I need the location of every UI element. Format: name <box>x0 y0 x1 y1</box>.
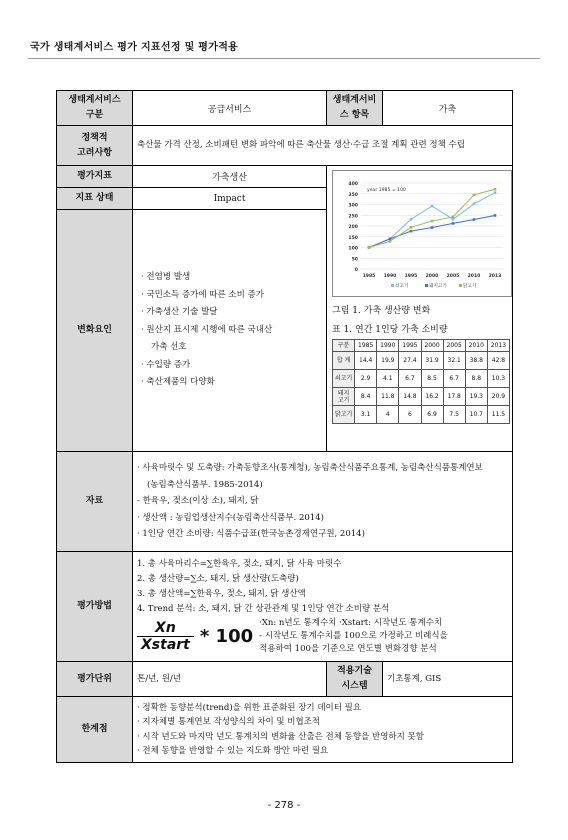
line-chart-svg <box>333 171 511 296</box>
factor-item: · 가축생산 기술 발달 <box>141 307 218 318</box>
method-content <box>133 552 513 662</box>
indicator-sheet-table <box>56 90 513 763</box>
table-header-cell: 2013 <box>487 340 509 352</box>
x-tick-label: 1985 <box>362 274 376 279</box>
table-header-cell: 2010 <box>465 340 487 352</box>
table-cell: 11.5 <box>487 406 509 424</box>
header-rule <box>28 58 540 59</box>
formula-note: - 시작년도 통계수치를 100으로 가정하고 비례식을 <box>259 631 448 641</box>
table-cell: 11.8 <box>377 388 399 406</box>
data-source-line: · 1인당 연간 소비량: 식품수급표(한국농촌경제연구원, 2014) <box>137 529 365 540</box>
limit-line: · 시작 년도와 마지막 년도 통계치의 변화율 산출은 전체 동향을 반영하지 못함 <box>137 731 424 742</box>
data-point <box>452 222 455 225</box>
table-cell: 31.9 <box>421 352 443 370</box>
formula-note: 적용하여 100을 기준으로 연도별 변화경향 분석 <box>259 644 437 654</box>
table-row <box>333 406 510 424</box>
table-cell: 8.4 <box>355 388 377 406</box>
data-source-label: 자료 <box>57 452 133 552</box>
legend-label: 닭고기 <box>463 284 477 289</box>
y-tick-label: 400 <box>348 182 358 187</box>
indicator-value: 가축생산 <box>133 166 327 188</box>
table-header-cell: 1995 <box>399 340 421 352</box>
status-value: Impact <box>133 188 327 210</box>
y-tick-label: 100 <box>348 246 358 252</box>
table-row-label: 합 계 <box>333 352 355 370</box>
table-caption: 표 1. 연간 1인당 가축 소비량 <box>332 325 448 335</box>
formula-note: ·Xn: n년도 통계수치 ·Xstart: 시작년도 통계수치 <box>259 618 443 628</box>
figure-cell <box>327 166 513 452</box>
formula-notes <box>259 617 448 656</box>
table-row-label: 닭고기 <box>333 406 355 424</box>
table-cell: 6.7 <box>399 370 421 388</box>
unit-value: 톤/년, 원/년 <box>133 662 327 697</box>
trend-formula <box>137 617 508 656</box>
x-tick-label: 2013 <box>488 274 502 279</box>
policy-label: 정책적 고려사항 <box>57 126 133 166</box>
service-category-label: 생태계서비스 구분 <box>57 91 133 126</box>
data-point <box>452 216 455 219</box>
factors-label: 변화요인 <box>57 210 133 452</box>
data-point <box>431 226 434 229</box>
formula-numerator: Xn <box>155 620 176 636</box>
page-number: - 278 - <box>267 800 301 811</box>
table-cell: 16.2 <box>421 388 443 406</box>
method-line: 2. 총 생산량=∑소, 돼지, 닭 생산량(도축량) <box>137 574 299 584</box>
y-tick-label: 50 <box>351 257 358 263</box>
table-cell: 17.8 <box>443 388 465 406</box>
series-line <box>369 189 495 247</box>
data-point <box>389 238 392 241</box>
limits-list <box>133 697 513 763</box>
data-source-line: - 한육우, 젖소(이상 소), 돼지, 닭 <box>137 496 259 507</box>
table-cell: 14.8 <box>399 388 421 406</box>
consumption-table <box>332 339 510 424</box>
data-point <box>452 218 455 221</box>
legend-label: 쇠고기 <box>395 284 409 289</box>
table-cell: 10.3 <box>487 370 509 388</box>
data-source-line: (농림축산식품부. 1985-2014) <box>147 479 263 490</box>
table-cell: 10.7 <box>465 406 487 424</box>
table-row <box>333 388 510 406</box>
table-row-label: 돼지 고기 <box>333 388 355 406</box>
data-point <box>410 218 413 221</box>
service-item-value: 가축 <box>383 91 513 126</box>
data-point <box>410 226 413 229</box>
tech-value: 기초통계, GIS <box>383 662 513 697</box>
tech-label: 적용기술 시스템 <box>327 662 383 697</box>
table-header-cell: 구분 <box>333 340 355 352</box>
running-header: 국가 생태계서비스 평가 지표선정 및 평가적용 <box>30 42 239 53</box>
table-cell: 3.1 <box>355 406 377 424</box>
data-source-line: · 사육마릿수 및 도축량: 가축동향조사(통계청), 농림축산식품주요통계, 농림축산식품통계연보 <box>137 463 483 474</box>
factor-item: · 축산제품의 다양화 <box>141 377 215 388</box>
y-tick-label: 200 <box>348 225 358 230</box>
method-label: 평가방법 <box>57 552 133 662</box>
data-source-line: · 생산액 : 농림업생산지수(농림축산식품부. 2014) <box>137 512 324 523</box>
data-point <box>431 205 434 208</box>
x-tick-label: 2000 <box>425 274 439 279</box>
y-tick-label: 250 <box>348 214 358 220</box>
service-item-label: 생태계서비 스 항목 <box>327 91 383 126</box>
line-chart <box>332 170 512 297</box>
data-point <box>494 191 497 194</box>
table-cell: 8.5 <box>421 370 443 388</box>
factor-item: · 원산지 표시제 시행에 따른 국내산 <box>141 324 273 335</box>
table-cell: 14.4 <box>355 352 377 370</box>
data-point <box>389 240 392 243</box>
table-header-cell: 1985 <box>355 340 377 352</box>
y-tick-label: 300 <box>348 203 358 209</box>
formula-fraction <box>137 620 194 653</box>
table-cell: 2.9 <box>355 370 377 388</box>
data-point <box>410 230 413 233</box>
data-point <box>494 214 497 217</box>
policy-value: 축산물 가격 산정, 소비패턴 변화 파악에 따른 축산물 생산·수급 조절 계획 관련 정책 수립 <box>133 126 513 166</box>
y-tick-label: 150 <box>348 235 358 241</box>
x-tick-label: 2005 <box>446 274 460 279</box>
data-source-list <box>133 452 513 552</box>
consumption-table-header <box>333 340 510 352</box>
limit-line: · 지자체별 통계연보 작성양식의 차이 및 비협조적 <box>137 717 321 727</box>
method-line: 4. Trend 분석: 소, 돼지, 닭 간 상관관계 및 1인당 연간 소비량 분석 <box>137 604 390 614</box>
legend-swatch <box>425 284 428 287</box>
limit-line: · 전체 동향을 반영할 수 있는 지도화 방안 마련 필요 <box>137 746 329 756</box>
factors-list <box>133 210 327 452</box>
table-cell: 38.8 <box>465 352 487 370</box>
chart-title: year 1985 = 100 <box>367 188 406 193</box>
table-cell: 6.9 <box>421 406 443 424</box>
table-cell: 6.7 <box>443 370 465 388</box>
table-cell: 27.4 <box>399 352 421 370</box>
y-tick-label: 350 <box>348 192 358 198</box>
factor-item: · 수입량 증가 <box>141 359 191 370</box>
table-row-label: 쇠고기 <box>333 370 355 388</box>
limit-line: · 정확한 동향분석(trend)을 위한 표준화된 장기 데이터 필요 <box>137 702 362 713</box>
method-line: 3. 총 생산액=∑한육우, 젖소, 돼지, 닭 생산액 <box>137 589 306 599</box>
x-tick-label: 2010 <box>467 274 481 279</box>
data-point <box>368 246 371 249</box>
table-cell: 19.9 <box>377 352 399 370</box>
table-cell: 20.9 <box>487 388 509 406</box>
table-cell: 4 <box>377 406 399 424</box>
legend-swatch <box>391 284 394 287</box>
table-row <box>333 370 510 388</box>
table-cell: 7.5 <box>443 406 465 424</box>
method-line: 1. 총 사육마리수=∑한육우, 젖소, 돼지, 닭 사육 마릿수 <box>137 559 342 569</box>
data-point <box>494 188 497 191</box>
service-category-value: 공급서비스 <box>133 91 327 126</box>
table-cell: 8.8 <box>465 370 487 388</box>
figure-caption: 그림 1. 가축 생산량 변화 <box>332 306 431 316</box>
data-point <box>473 194 476 197</box>
data-point <box>431 220 434 223</box>
status-label: 지표 상태 <box>57 188 133 210</box>
factor-item: · 국민소득 증가에 따른 소비 증가 <box>141 289 264 300</box>
factor-item: · 전염병 발생 <box>141 272 191 283</box>
table-row <box>333 352 510 370</box>
unit-label: 평가단위 <box>57 662 133 697</box>
y-tick-label: 0 <box>354 268 358 273</box>
formula-multiplier: * 100 <box>199 626 254 647</box>
data-point <box>473 203 476 206</box>
table-cell: 19.3 <box>465 388 487 406</box>
formula-denominator: Xstart <box>137 636 194 653</box>
table-header-cell: 1990 <box>377 340 399 352</box>
legend-label: 돼지고기 <box>429 284 447 289</box>
limits-label: 한계점 <box>57 697 133 763</box>
data-point <box>473 218 476 221</box>
table-header-cell: 2000 <box>421 340 443 352</box>
table-cell: 4.1 <box>377 370 399 388</box>
x-tick-label: 1995 <box>404 274 418 279</box>
table-cell: 6 <box>399 406 421 424</box>
x-tick-label: 1990 <box>383 274 397 279</box>
table-cell: 42.8 <box>487 352 509 370</box>
factor-item: 가축 선호 <box>151 342 187 353</box>
legend-swatch <box>459 284 462 287</box>
table-header-cell: 2005 <box>443 340 465 352</box>
indicator-label: 평가지표 <box>57 166 133 188</box>
table-cell: 32.1 <box>443 352 465 370</box>
